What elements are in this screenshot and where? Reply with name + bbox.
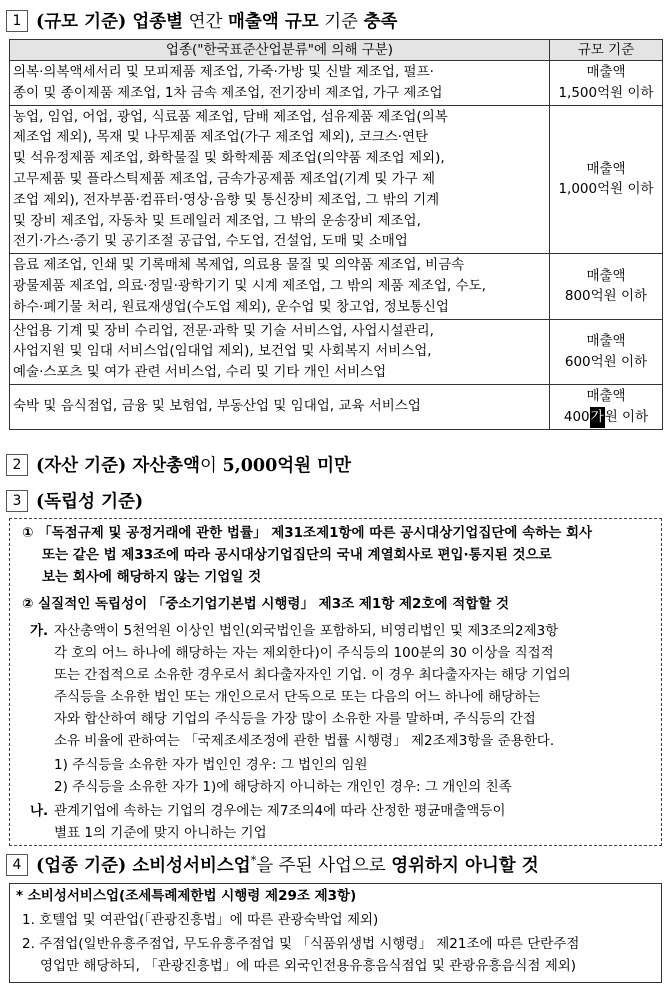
cell-line: 하수·폐기물 처리, 원료재생업(수도업 제외), 운수업 및 창고업, 정보통신업 xyxy=(13,298,449,315)
item-marker-ga: 가. xyxy=(30,623,49,639)
cell-line: 광물제품 제조업, 의료·정밀·광학기기 및 시계 제조업, 그 밖의 제품 제조업, 수도, xyxy=(13,277,486,294)
title-part: 5,000억원 미만 xyxy=(222,456,351,476)
cell-line: 및 석유정제품 제조업, 화학물질 및 화학제품 제조업(의약품 제조업 제외), xyxy=(13,150,445,167)
section-number: 1 xyxy=(6,10,28,32)
size-criteria-table xyxy=(9,39,663,430)
scale-cell xyxy=(550,384,663,429)
note-item: 1. 호텔업 및 여관업(「관광진흥법」에 따른 관광숙박업 제외) xyxy=(22,912,379,928)
cell-line: 제조업 제외), 목재 및 나무제품 제조업(가구 제조업 제외), 코크스·연탄 xyxy=(13,129,429,146)
cell-line: 산업용 기계 및 장비 수리업, 전문·과학 및 기술 서비스업, 사업시설관리, xyxy=(13,322,434,339)
title-part: 충족 xyxy=(363,12,398,32)
scale-cell xyxy=(550,61,663,106)
section-4-heading xyxy=(6,852,539,877)
consumption-service-note-box xyxy=(9,883,662,983)
cell-line: 농업, 임업, 어업, 광업, 식료품 제조업, 담배 제조업, 섬유제품 제조업(의복 xyxy=(13,108,448,125)
cell-line: 사업지원 및 임대 서비스업(임대업 제외), 보건업 및 사회복지 서비스업, xyxy=(13,343,432,360)
independence-criteria-box xyxy=(9,518,662,846)
criterion-1-line: ① 「독점규제 및 공정거래에 관한 법률」 제31조제1항에 따른 공시대상기업집단에 속하는 회사 xyxy=(22,525,593,541)
scale-value: 400 xyxy=(563,408,590,425)
section-title xyxy=(36,488,143,513)
criterion-1-line: 또는 같은 법 제33조에 따라 공시대상기업집단의 국내 계열회사로 편입·통지된 것으로 xyxy=(42,547,552,563)
note-item: 영업만 해당하되, 「관광진흥법」에 따른 외국인전용유흥음식점업 및 관광유흥음식점 제외) xyxy=(40,958,577,974)
industry-cell xyxy=(10,384,550,429)
table-row xyxy=(10,384,663,429)
criterion-1-line: 보는 회사에 해당하지 않는 기업일 것 xyxy=(42,569,262,585)
cell-line xyxy=(553,407,659,428)
industry-cell xyxy=(10,319,550,384)
cell-line: 600억원 이하 xyxy=(564,353,648,370)
table-row xyxy=(10,61,663,106)
scale-cell xyxy=(550,254,663,319)
title-part: * xyxy=(250,854,257,868)
title-part: 연간 xyxy=(183,12,229,32)
section-title xyxy=(36,852,539,877)
note-title: * 소비성서비스업(조세특례제한법 시행령 제29조 제3항) xyxy=(16,888,357,904)
item-ga-line: 자산총액이 5천억원 이상인 법인(외국법인을 포함하되, 비영리법인 및 제3조의2제3항 xyxy=(54,623,559,639)
scale-cell xyxy=(550,105,663,254)
cell-line: 매출액 xyxy=(586,387,626,404)
item-ga-line: 소유 비율에 관하여는 「국제조세조정에 관한 법률 시행령」 제2조제3항을 준용한다. xyxy=(54,733,555,749)
section-number: 3 xyxy=(6,490,28,512)
cell-line: 예술·스포츠 및 여가 관련 서비스업, 수리 및 기타 개인 서비스업 xyxy=(13,364,387,381)
item-marker-na: 나. xyxy=(30,803,49,819)
scale-unit: 원 이하 xyxy=(604,408,649,425)
column-header-industry: 업종("한국표준산업분류"에 의해 구분) xyxy=(10,40,550,61)
title-part: 을 주된 사업으로 xyxy=(256,856,392,876)
cell-line: 1,000억원 이하 xyxy=(558,181,654,198)
cell-line: 매출액 xyxy=(586,64,626,80)
cell-line: 800억원 이하 xyxy=(564,288,648,305)
item-na-line: 별표 1의 기준에 맞지 아니하는 기업 xyxy=(54,825,267,841)
title-part: 매출액 규모 xyxy=(228,12,319,32)
sub-item-line: 1) 주식등을 소유한 자가 법인인 경우: 그 법인의 임원 xyxy=(54,757,368,773)
cell-line: 종이 및 종이제품 제조업, 1차 금속 제조업, 전기장비 제조업, 가구 제조업 xyxy=(13,84,443,101)
title-part: 업종별 xyxy=(132,12,184,32)
section-number: 4 xyxy=(6,854,28,876)
title-part: 소비성서비스업 xyxy=(132,856,251,876)
industry-cell xyxy=(10,61,550,106)
cell-line: 의복·의복액세서리 및 모피제품 제조업, 가죽·가방 및 신발 제조업, 펄프· xyxy=(13,64,434,80)
sub-item-line: 2) 주식등을 소유한 자가 1)에 해당하지 아니하는 개인인 경우: 그 개인의 친족 xyxy=(54,779,512,795)
section-2-heading xyxy=(6,452,351,477)
cell-line: 및 장비 제조업, 자동차 및 트레일러 제조업, 그 밖의 운송장비 제조업, xyxy=(13,212,421,229)
title-part: (독립성 기준) xyxy=(36,492,144,512)
title-part: 자산총액 xyxy=(132,456,200,476)
industry-cell xyxy=(10,254,550,319)
section-3-heading xyxy=(6,488,143,513)
column-header-scale: 규모 기준 xyxy=(550,40,663,61)
title-part: 영위하지 아니할 것 xyxy=(391,856,539,876)
table-row xyxy=(10,254,663,319)
item-ga-line: 주식등을 소유한 법인 또는 개인으로서 단독으로 또는 다음의 어느 하나에 해당하는 xyxy=(54,689,541,705)
section-title xyxy=(36,452,351,477)
item-ga-line: 각 호의 어느 하나에 해당하는 자는 제외한다)이 주식등의 100분의 30 이상을 직접적 xyxy=(54,645,554,661)
title-part: (업종 기준) xyxy=(36,856,133,876)
item-ga-line: 자와 합산하여 해당 기업의 주식등을 가장 많이 소유한 자를 말하며, 주식등의 간접 xyxy=(54,711,536,727)
item-na-line: 관계기업에 속하는 기업의 경우에는 제7조의4에 따라 산정한 평균매출액등이 xyxy=(54,803,506,819)
title-part: 기준 xyxy=(318,12,364,32)
item-ga-line: 또는 간접적으로 소유한 경우로서 최다출자자인 기업. 이 경우 최다출자자는 해당 기업의 xyxy=(54,667,571,683)
cell-line: 조업 제외), 전자부품·컴퓨터·영상·음향 및 통신장비 제조업, 그 밖의 기계 xyxy=(13,191,440,208)
cell-line: 음료 제조업, 인쇄 및 기록매체 복제업, 의료용 물질 및 의약품 제조업, 비금속 xyxy=(13,257,465,274)
highlighted-char: 가 xyxy=(590,407,605,428)
scale-cell xyxy=(550,319,663,384)
cell-line: 숙박 및 음식점업, 금융 및 보험업, 부동산업 및 임대업, 교육 서비스업 xyxy=(13,398,421,415)
title-part: (규모 기준) xyxy=(36,12,133,32)
criterion-2-line: ② 실질적인 독립성이 「중소기업기본법 시행령」 제3조 제1항 제2호에 적합할 것 xyxy=(22,596,510,612)
cell-line: 매출액 xyxy=(586,267,626,284)
section-title xyxy=(36,8,397,33)
industry-cell xyxy=(10,105,550,254)
section-1-heading xyxy=(6,8,397,33)
section-number: 2 xyxy=(6,454,28,476)
table-row xyxy=(10,319,663,384)
cell-line: 고무제품 및 플라스틱제품 제조업, 금속가공제품 제조업(기계 및 가구 제 xyxy=(13,170,436,187)
note-item: 2. 주점업(일반유흥주점업, 무도유흥주점업 및 「식품위생법 시행령」 제21조에 따른 단란주점 xyxy=(22,936,580,952)
cell-line: 1,500억원 이하 xyxy=(558,84,654,101)
cell-line: 매출액 xyxy=(586,160,626,177)
table-header-row xyxy=(10,40,663,61)
title-part: 이 xyxy=(200,456,223,476)
table-row xyxy=(10,105,663,254)
cell-line: 전기·가스·증기 및 공기조절 공급업, 수도업, 건설업, 도매 및 소매업 xyxy=(13,233,408,250)
cell-line: 매출액 xyxy=(586,332,626,349)
title-part: (자산 기준) xyxy=(36,456,133,476)
